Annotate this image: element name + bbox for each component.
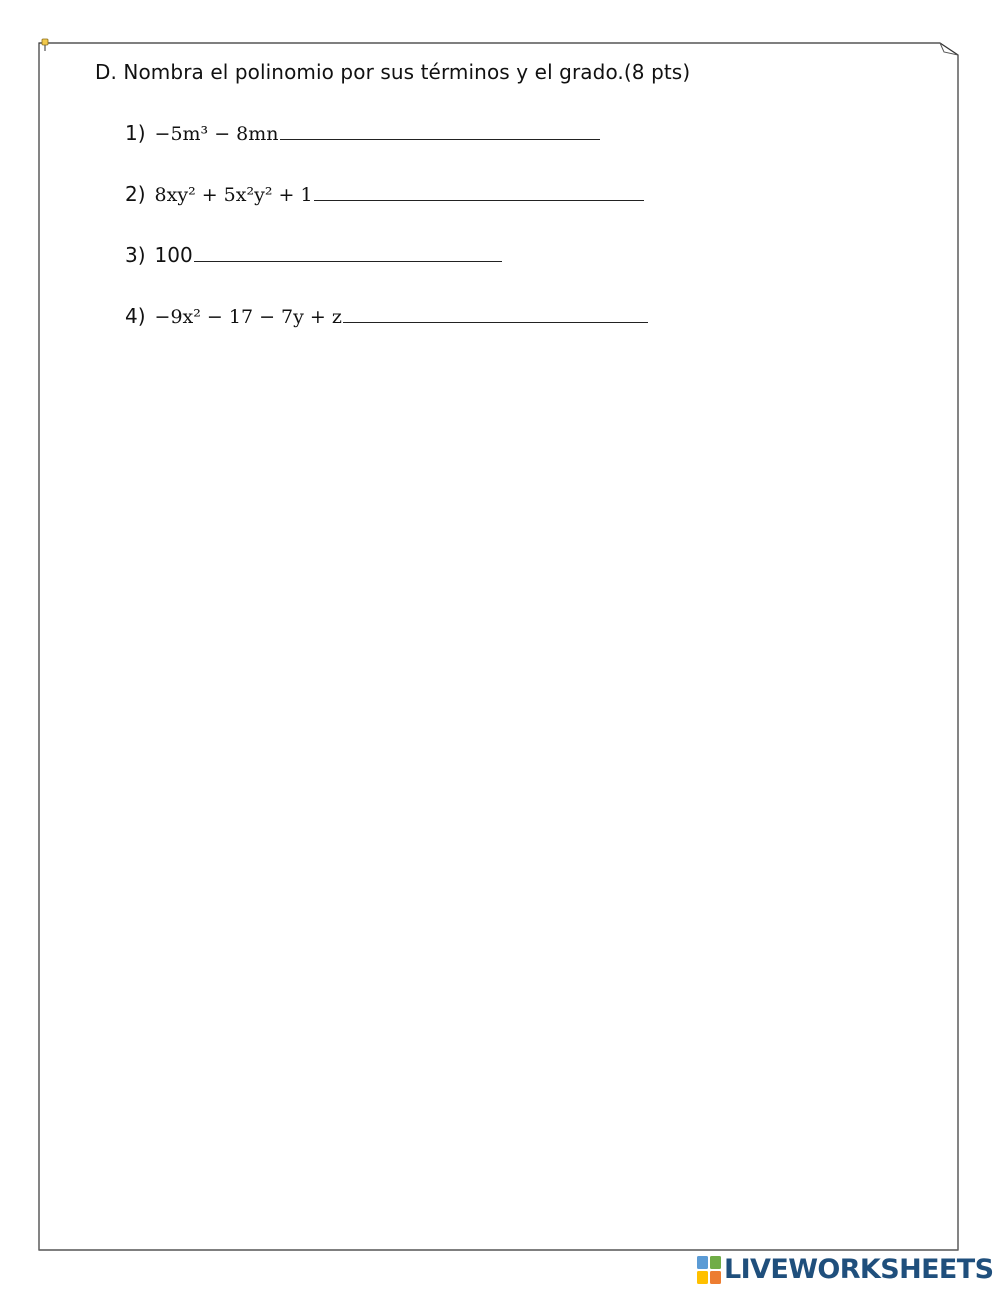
- exercise-instruction: D. Nombra el polinomio por sus términos y el grado.(8 pts): [95, 60, 691, 84]
- item-number: 4): [125, 304, 146, 328]
- brand-footer: [697, 1254, 993, 1285]
- list-item: [125, 182, 644, 206]
- brand-name: LIVEWORKSHEETS: [724, 1254, 994, 1285]
- item-number: 2): [125, 182, 146, 206]
- list-item: [125, 121, 600, 145]
- liveworksheets-logo-icon: [697, 1256, 721, 1284]
- answer-field-2[interactable]: [314, 182, 644, 201]
- answer-field-4[interactable]: [343, 304, 648, 323]
- pin-icon: [40, 38, 50, 52]
- polynomial-expression: 8xy² + 5x²y² + 1: [154, 184, 313, 206]
- item-number: 1): [125, 121, 146, 145]
- polynomial-expression: 100: [154, 243, 193, 267]
- list-item: [125, 304, 648, 328]
- polynomial-expression: −9x² − 17 − 7y + z: [154, 306, 342, 328]
- answer-field-1[interactable]: [280, 121, 600, 140]
- answer-field-3[interactable]: [194, 243, 502, 262]
- item-number: 3): [125, 243, 146, 267]
- polynomial-expression: −5m³ − 8mn: [154, 123, 279, 145]
- list-item: [125, 243, 502, 267]
